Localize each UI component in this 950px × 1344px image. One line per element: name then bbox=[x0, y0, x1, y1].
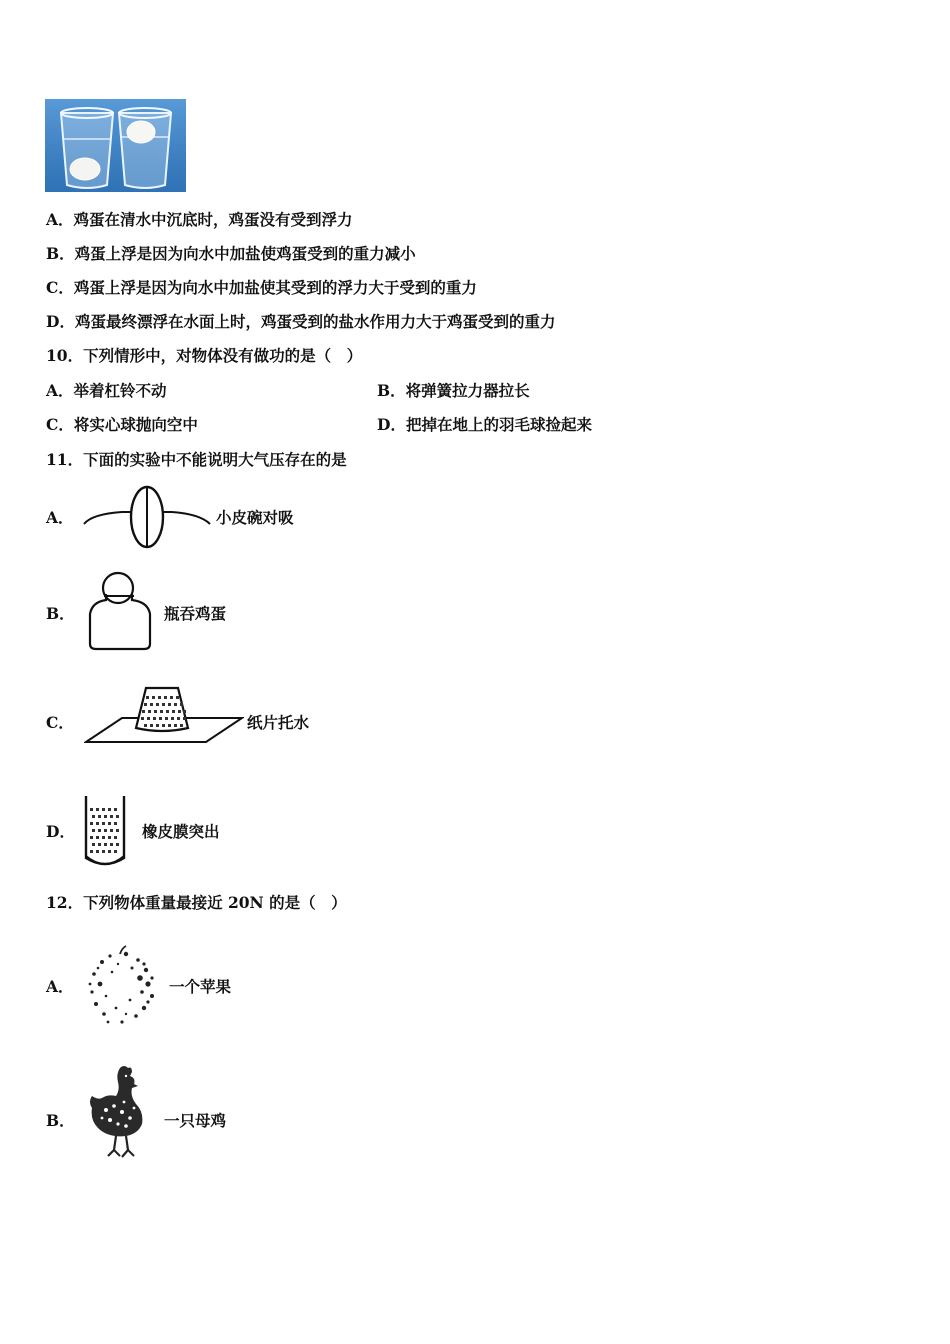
option-letter: A． bbox=[46, 381, 74, 400]
option-text: 鸡蛋最终漂浮在水面上时，鸡蛋受到的盐水作用力大于鸡蛋受到的重力 bbox=[74, 312, 556, 331]
egg-glasses-photo bbox=[45, 99, 186, 192]
q11-option-c-caption: 纸片托水 bbox=[247, 713, 310, 732]
q9-option-d bbox=[46, 312, 555, 332]
q11-option-c-letter: C． bbox=[46, 713, 74, 732]
q12-option-b-caption: 一只母鸡 bbox=[164, 1111, 227, 1130]
q9-option-b bbox=[46, 244, 416, 264]
q9-option-a bbox=[46, 210, 353, 230]
paper-water-figure bbox=[84, 684, 244, 746]
option-letter: D． bbox=[377, 415, 406, 434]
q10-option-b bbox=[377, 381, 530, 401]
q12-option-a-letter: A． bbox=[46, 977, 74, 996]
q9-option-c bbox=[46, 278, 477, 298]
option-text: 鸡蛋上浮是因为向水中加盐使鸡蛋受到的重力减小 bbox=[74, 244, 416, 263]
option-letter: D． bbox=[46, 312, 75, 331]
q10-stem: 10．下列情形中，对物体没有做功的是（ ） bbox=[46, 346, 363, 365]
q11-option-a-caption: 小皮碗对吸 bbox=[216, 508, 294, 527]
option-text: 将实心球抛向空中 bbox=[73, 415, 198, 434]
option-text: 将弹簧拉力器拉长 bbox=[405, 381, 530, 400]
option-letter: A． bbox=[46, 210, 74, 229]
apple-figure bbox=[82, 944, 160, 1028]
q10-option-d bbox=[377, 415, 592, 435]
option-text: 鸡蛋上浮是因为向水中加盐使其受到的浮力大于受到的重力 bbox=[73, 278, 477, 297]
q12-stem: 12．下列物体重量最接近 20N 的是（ ） bbox=[46, 893, 347, 912]
option-letter: C． bbox=[46, 415, 74, 434]
q11-option-b-letter: B． bbox=[46, 604, 75, 623]
bottle-egg-figure bbox=[84, 570, 160, 652]
q12-option-a-caption: 一个苹果 bbox=[169, 977, 232, 996]
q11-option-b-caption: 瓶吞鸡蛋 bbox=[164, 604, 227, 623]
rubber-membrane-figure bbox=[80, 792, 130, 872]
option-letter: C． bbox=[46, 278, 74, 297]
option-text: 鸡蛋在清水中沉底时，鸡蛋没有受到浮力 bbox=[73, 210, 353, 229]
q10-option-a bbox=[46, 381, 167, 401]
suction-cups-figure bbox=[82, 484, 212, 550]
option-letter: B． bbox=[377, 381, 406, 400]
q11-option-a-letter: A． bbox=[46, 508, 74, 527]
hen-figure bbox=[86, 1062, 158, 1160]
option-text: 举着杠铃不动 bbox=[73, 381, 167, 400]
q12-option-b-letter: B． bbox=[46, 1111, 75, 1130]
q11-option-d-caption: 橡皮膜突出 bbox=[142, 822, 220, 841]
option-text: 把掉在地上的羽毛球捡起来 bbox=[405, 415, 592, 434]
option-letter: B． bbox=[46, 244, 75, 263]
q10-option-c bbox=[46, 415, 198, 435]
q11-stem: 11．下面的实验中不能说明大气压存在的是 bbox=[46, 450, 347, 469]
q11-option-d-letter: D． bbox=[46, 822, 75, 841]
